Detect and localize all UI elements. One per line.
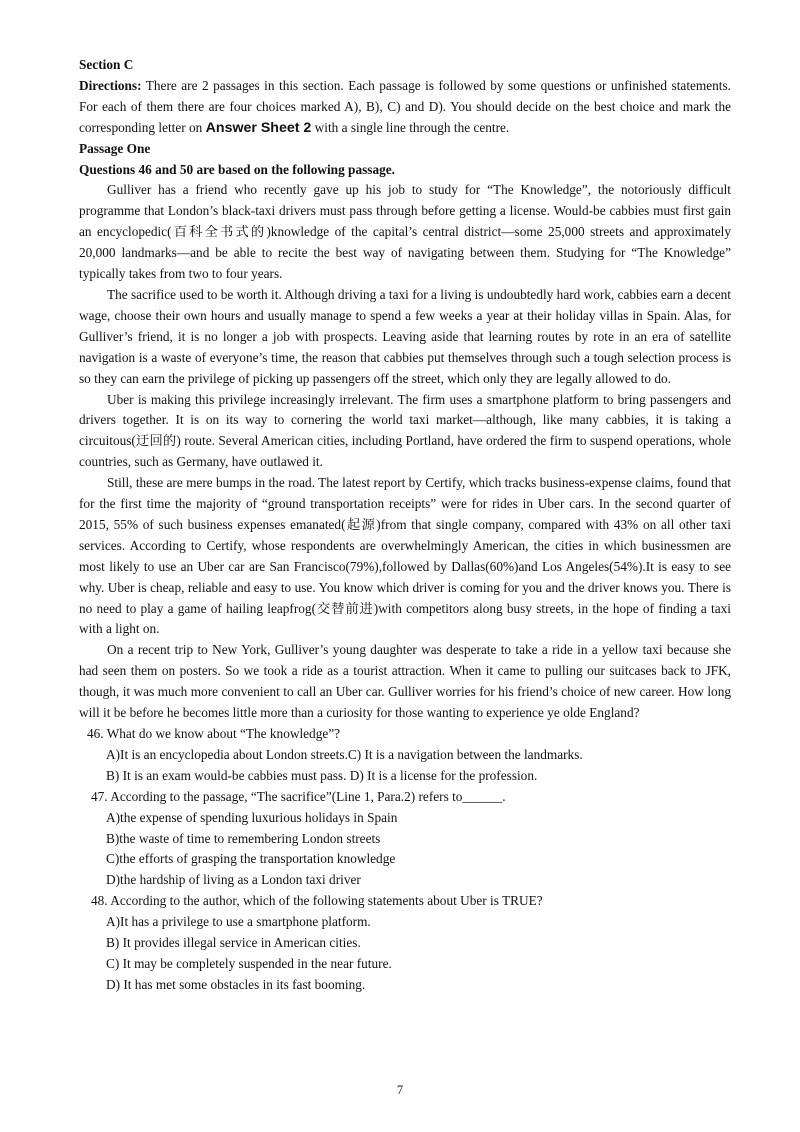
question-47-option-b: B)the waste of time to remembering London streets — [106, 830, 381, 846]
question-48-stem: 48. According to the author, which of the following statements about Uber is TRUE? — [91, 893, 543, 909]
question-46-options-row-2: B) It is an exam would-be cabbies must pass. D) It is a license for the profession. — [106, 767, 538, 783]
passage-paragraph-3: Uber is making this privilege increasingly irrelevant. The firm uses a smartphone platform to bring passengers and drivers together. It is on its way to cornering the world taxi market—although, like many cabbies, it is taking a circuitous(迂回的) route. Several American cities, including Portland, have ordered the firm to suspend operations, whole countries, such as Germany, have outlawed it. — [79, 391, 731, 470]
answer-sheet-label: Answer Sheet 2 — [205, 119, 312, 136]
directions-label: Directions: — [79, 77, 142, 93]
exam-page — [79, 55, 731, 996]
question-47-option-c: C)the efforts of grasping the transportation knowledge — [106, 851, 396, 867]
passage-subtitle: Questions 46 and 50 are based on the following passage. — [79, 161, 395, 177]
passage-paragraph-1: Gulliver has a friend who recently gave up his job to study for “The Knowledge”, the notoriously difficult programme that London’s black-taxi drivers must pass through before getting a license. Would-be cabbies must first gain an encyclopedic(百科全书式的)knowledge of the capital’s central district—some 25,000 streets and approximately 20,000 landmarks—and be able to recite the best way of navigating between them. Studying for “The Knowledge” typically takes from two to four years. — [79, 182, 731, 282]
passage-title: Passage One — [79, 140, 151, 156]
passage-paragraph-2: The sacrifice used to be worth it. Although driving a taxi for a living is undoubtedly hard work, cabbies earn a decent wage, choose their own hours and usually manage to spend a few weeks a year at their holiday villas in Spain. Alas, for Gulliver’s friend, it is no longer a job with prospects. Leaving aside that learning routes by rote in an era of satellite navigation is a waste of everyone’s time, the reason that cabbies put themselves through such a tough selection process is so they can earn the privilege of picking up passengers off the street, which only they are legally allowed to do. — [79, 286, 731, 386]
question-48-option-d: D) It has met some obstacles in its fast booming. — [106, 976, 366, 992]
passage-paragraph-5: On a recent trip to New York, Gulliver’s young daughter was desperate to take a ride in a yellow taxi because she had seen them on posters. So we took a ride as a tourist attraction. When it came to pulling our suitcases back to JFK, though, it was much more convenient to call an Uber car. Gulliver worries for his friend’s choice of new career. How long will it be before he becomes little more than a curiosity for those wanting to experience ye olde England? — [79, 642, 731, 721]
question-46-stem: 46. What do we know about “The knowledge”? — [87, 726, 341, 741]
directions-text-1: There are 2 passages in this section. Each passage is followed by some questions or unfinished statements. For each of them there are four choices marked A), B), C) and D). You should decide on the best choice and mark the corresponding letter on — [79, 77, 731, 135]
question-46-options-row-1: A)It is an encyclopedia about London streets.C) It is a navigation between the landmarks. — [106, 746, 583, 762]
passage-paragraph-4: Still, these are mere bumps in the road. The latest report by Certify, which tracks business-expense claims, found that for the first time the majority of “ground transportation receipts” were for rides in Uber cars. In the second quarter of 2015, 55% of such business expenses emanated(起源)from that single company, compared with 43% on all other taxi services. According to Certify, whose respondents are overwhelmingly American, the cities in which businessmen are most likely to use an Uber car are San Francisco(79%),followed by Dallas(60%)and Los Angeles(54%).It is easy to see why. Uber is cheap, reliable and easy to use. You know which driver is coming for you and the driver knows you. There is no need to play a game of hailing leapfrog(交替前进)with competitors along busy streets, in the hope of finding a taxi with a light on. — [79, 475, 731, 637]
question-47-option-d: D)the hardship of living as a London taxi driver — [106, 872, 361, 888]
question-48-option-b: B) It provides illegal service in American cities. — [106, 935, 361, 951]
section-title: Section C — [79, 57, 134, 72]
question-47-option-a: A)the expense of spending luxurious holidays in Spain — [106, 809, 398, 825]
directions — [79, 76, 731, 139]
question-48-option-c: C) It may be completely suspended in the near future. — [106, 955, 392, 971]
directions-text-2: with a single line through the centre. — [311, 119, 510, 135]
question-47-stem: 47. According to the passage, “The sacrifice”(Line 1, Para.2) refers to______. — [91, 788, 506, 804]
question-48-option-a: A)It has a privilege to use a smartphone platform. — [106, 914, 371, 930]
page-number: 7 — [396, 1083, 404, 1097]
